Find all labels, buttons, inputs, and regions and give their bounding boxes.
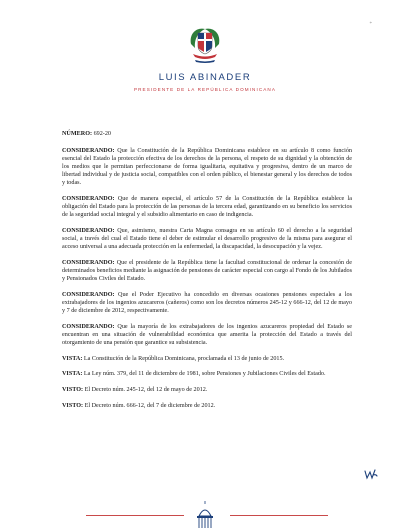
- coat-of-arms-icon: [185, 24, 225, 64]
- paragraph: [62, 195, 352, 219]
- issuer-title: PRESIDENTE DE LA REPÚBLICA DOMINICANA: [133, 87, 277, 92]
- paragraph-keyword: CONSIDERANDO:: [62, 259, 115, 266]
- paragraph: [62, 227, 352, 251]
- paragraph: [62, 323, 352, 347]
- paragraph-keyword: CONSIDERANDO:: [62, 196, 115, 203]
- paragraph-keyword: CONSIDERANDO:: [62, 148, 115, 155]
- paragraph-text: Que el presidente de la República tiene la facultad constitucional de ordenar la concesión de determinados beneficios mediante la asignación de pensiones de carácter especial con cargo al Fondo de los Jubilados y Pensionados Civiles del Estado.: [62, 259, 352, 283]
- paragraph: [62, 402, 352, 410]
- footer-rule-left: [86, 515, 184, 516]
- page-mark: *: [369, 22, 372, 27]
- paragraph-text: Que la Constitución de la República Dominicana establece en su artículo 8 como función esencial del Estado la protección efectiva de los derechos de la persona, el respeto de su dignidad y la obtención de los medios que le permitan perfeccionarse de forma igualitaria, equitativa y progresiva, dentro de un marco de libertad individual y de justicia social, compatibles con el orden público, el bienestar general y los derechos de todos y todas.: [62, 148, 352, 187]
- decree-number: [62, 130, 352, 138]
- paragraph-text: Que, asimismo, nuestra Carta Magna consagra en su artículo 60 el derecho a la seguridad social, a través del cual el Estado tiene el deber de estimular el desarrollo progresivo de la misma para asegurar el acceso universal a una adecuada protección en la enfermedad, la discapacidad, la desocupación y la vejez.: [62, 228, 352, 251]
- letterhead: [0, 24, 410, 92]
- issuer-name: LUIS ABINADER: [158, 72, 252, 83]
- paragraph-keyword: VISTO:: [62, 386, 84, 393]
- paragraph: [62, 291, 352, 315]
- handwritten-initials-icon: [364, 468, 378, 480]
- footer-rule-right: [230, 515, 328, 516]
- paragraph: [62, 386, 352, 394]
- palace-dome-icon: [190, 500, 220, 530]
- decree-body: [62, 130, 352, 417]
- paragraph-keyword: VISTA:: [62, 355, 83, 362]
- paragraph-text: Que el Poder Ejecutivo ha concedido en diversas ocasiones pensiones especiales a los extrabajadores de los ingenios azucareros (cañeros) como son los decretos números 245-12 y 666-12, del 12 de mayo y 7 de diciembre de 2012, respectivamente.: [62, 291, 352, 314]
- paragraph: [62, 370, 352, 378]
- paragraph-keyword: VISTA:: [62, 371, 83, 378]
- paragraph-text: La Constitución de la República Dominicana, proclamada el 13 de junio de 2015.: [83, 355, 285, 362]
- paragraph-text: Que la mayoría de los extrabajadores de los ingenios azucareros propiedad del Estado se encuentran en una situación de vulnerabilidad económica que amerita la protección del Estado a través del otorgamiento de una pensión que garantice su subsistencia.: [62, 323, 352, 346]
- paragraph-text: El Decreto núm. 245-12, del 12 de mayo de 2012.: [84, 386, 208, 393]
- paragraph-keyword: CONSIDERANDO:: [62, 228, 115, 235]
- decree-number-label: NÚMERO:: [62, 131, 93, 137]
- paragraph-keyword: CONSIDERANDO:: [62, 291, 115, 298]
- paragraph-keyword: VISTO:: [62, 402, 84, 409]
- paragraph-keyword: CONSIDERANDO:: [62, 323, 115, 330]
- paragraph-text: Que de manera especial, el artículo 57 de la Constitución de la República establece la obligación del Estado para la protección de las personas de la tercera edad, garantizando en su beneficio los servicios de la seguridad social integral y el subsidio alimentario en caso de indigencia.: [62, 196, 352, 219]
- decree-number-value: 692-20: [93, 131, 111, 137]
- paragraph-text: La Ley núm. 379, del 11 de diciembre de 1981, sobre Pensiones y Jubilaciones Civiles del Estado.: [83, 371, 326, 378]
- paragraph-text: El Decreto núm. 666-12, del 7 de diciembre de 2012.: [84, 402, 216, 409]
- paragraph: [62, 147, 352, 187]
- paragraph: [62, 259, 352, 283]
- paragraph: [62, 355, 352, 363]
